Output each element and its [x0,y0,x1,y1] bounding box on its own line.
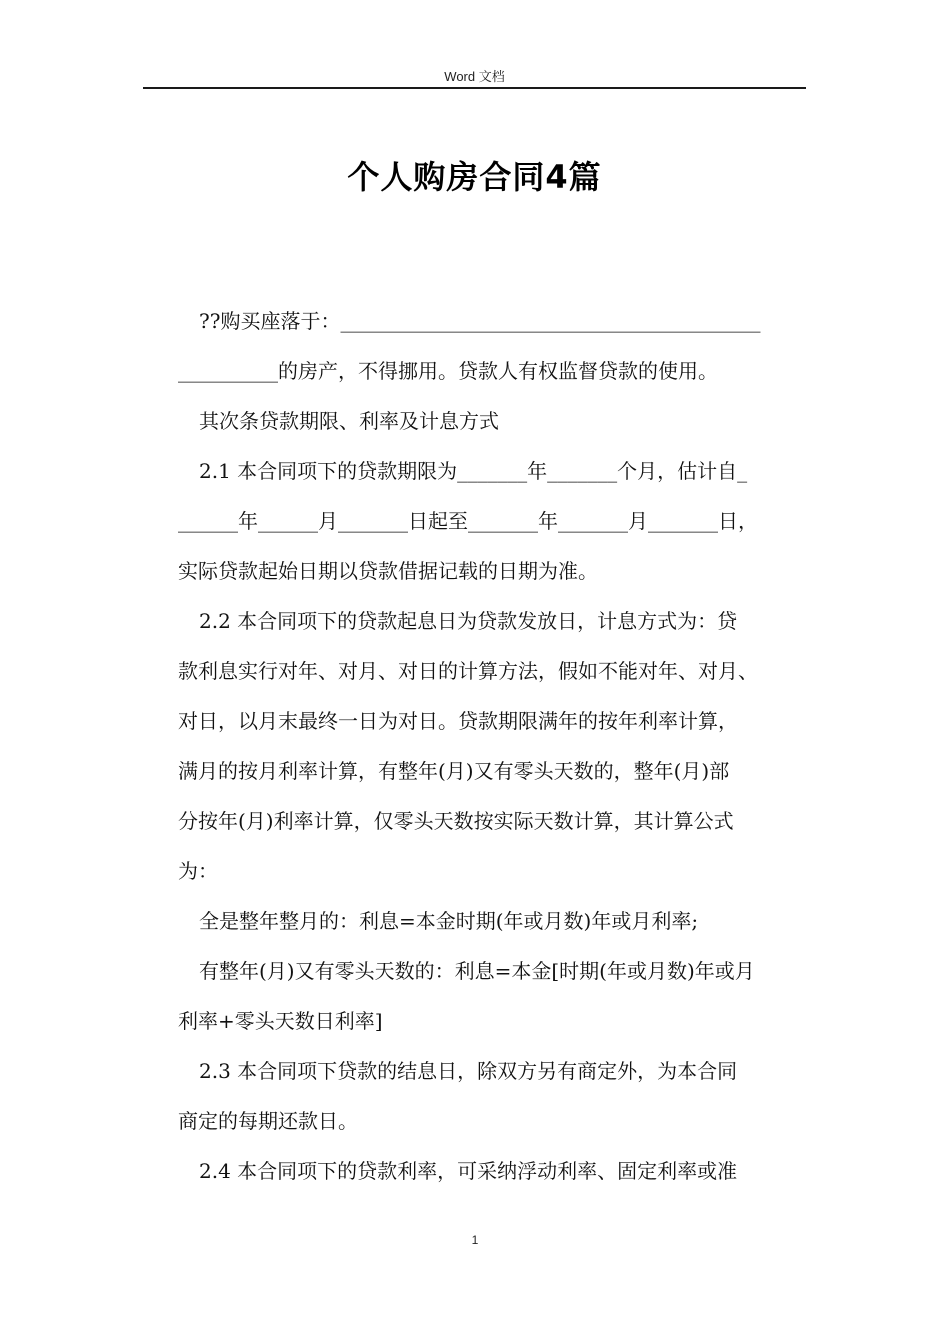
document-body [178,296,818,1196]
body-line: 利率+零头天数日利率] [178,1009,383,1033]
body-line: 实际贷款起始日期以贷款借据记载的日期为准。 [178,559,598,583]
body-line: 2.2 本合同项下的贷款起息日为贷款发放日，计息方式为：贷 [199,609,738,633]
body-line: 2.1 本合同项下的贷款期限为_______年_______个月，估计自_ [199,459,748,483]
body-line: 商定的每期还款日。 [178,1109,358,1133]
page-number: 1 [471,1233,479,1247]
document-title: 个人购房合同4篇 [347,158,602,196]
body-line: 满月的按月利率计算，有整年(月)又有零头天数的，整年(月)部 [178,759,730,783]
body-line: 对日，以月末最终一日为对日。贷款期限满年的按年利率计算， [178,709,738,733]
header-divider [143,87,806,89]
body-line: 款利息实行对年、对月、对日的计算方法，假如不能对年、对月、 [178,659,758,683]
body-line: 有整年(月)又有零头天数的：利息=本金[时期(年或月数)年或月 [199,959,755,983]
document-header: Word 文档 [444,69,505,84]
body-line: ??购买座落于：__________________________________________ [199,309,761,333]
body-line: 分按年(月)利率计算，仅零头天数按实际天数计算，其计算公式 [178,809,734,833]
body-line: 全是整年整月的：利息=本金时期(年或月数)年或月利率; [199,909,699,933]
body-line: __________的房产，不得挪用。贷款人有权监督贷款的使用。 [178,359,718,383]
body-line: 为： [178,859,218,883]
body-line: 2.4 本合同项下的贷款利率，可采纳浮动利率、固定利率或准 [199,1159,738,1183]
body-line: ______年______月_______日起至_______年_______月_______日， [178,509,758,533]
body-line: 其次条贷款期限、利率及计息方式 [199,409,499,433]
body-line: 2.3 本合同项下贷款的结息日，除双方另有商定外，为本合同 [199,1059,738,1083]
